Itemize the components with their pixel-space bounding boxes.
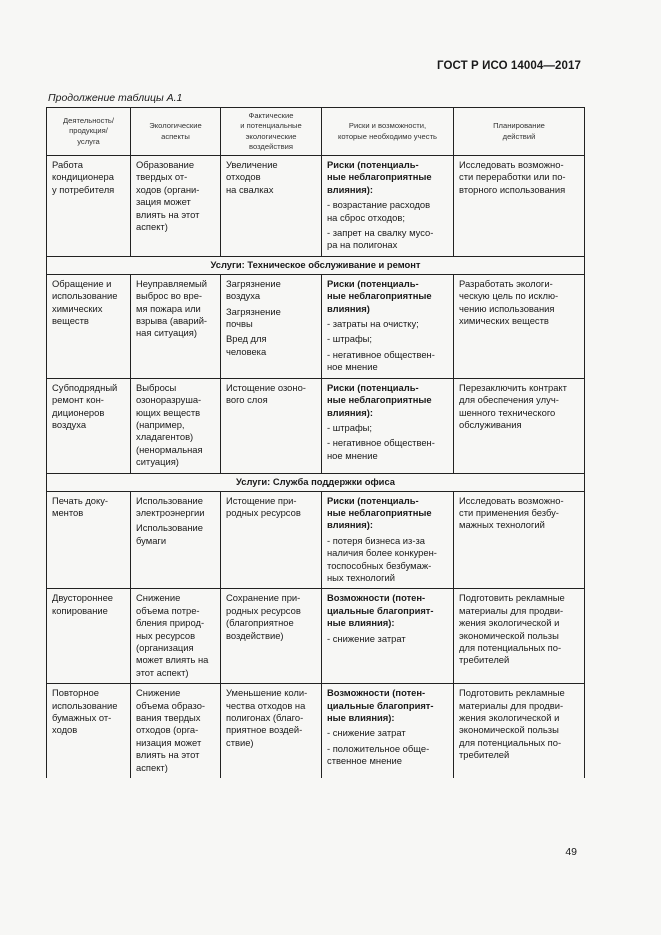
risk-title: Риски (потенциаль- ные неблагоприятные влияния): [327,494,432,531]
aspects-table [46,107,585,778]
cell-risks [322,589,454,684]
col-header-text: Планирование действий [493,121,545,141]
cell-aspect [131,684,221,778]
activity-text: Обращение и использование химических веществ [52,277,118,327]
group-heading [47,473,585,491]
activity-text: Работа кондиционера у потребителя [52,159,115,195]
risk-item: - снижение затрат [327,727,406,739]
cell-impacts [221,589,322,684]
table-row [47,589,585,684]
cell-plan [454,589,585,684]
plan-text: Подготовить рекламные материалы для продви- жения экологической и экономической пользы для потенциальных по- требителей [459,592,565,666]
standard-header: ГОСТ Р ИСО 14004—2017 [436,60,581,72]
col-header-text: Экологические аспекты [149,121,202,141]
cell-activity [47,156,131,257]
plan-text: Перезаключить контракт для обеспечения улуч- шенного технического обслуживания [459,381,567,430]
impact-text: Истощение озоно- вого слоя [226,381,306,406]
risk-title: Риски (потенциаль- ные неблагоприятные влияния): [327,381,432,418]
risk-item: - негативное обществен- ное мнение [327,437,435,461]
cell-activity [47,684,131,778]
impact-text: Загрязнение почвы [226,305,281,330]
risk-title: Риски (потенциаль- ные неблагоприятные влияния) [327,277,432,314]
group-heading [47,256,585,274]
aspect-text: Использование бумаги [136,522,203,546]
cell-aspect [131,589,221,684]
cell-risks [322,491,454,589]
impact-text: Истощение при- родных ресурсов [226,494,301,518]
cell-impacts [221,274,322,378]
impact-text: Вред для человека [226,333,267,357]
col-header-text: Риски и возможности, которые необходимо учесть [337,121,438,141]
cell-impacts [221,378,322,473]
cell-activity [47,491,131,589]
risk-title: Риски (потенциаль- ные неблагоприятные влияния): [327,159,432,195]
risk-title: Возможности (потен- циальные благоприят- ные влияния): [327,592,434,629]
aspect-text: Снижение объема потре- бления природ- ных ресурсов (организация может влиять на этот аспект) [136,592,209,678]
table-caption: Продолжение таблицы А.1 [48,92,183,104]
table-row [47,491,585,589]
aspect-text: Снижение объема образо- вания твердых отходов (орга- низация может влиять на этот аспект) [136,687,206,773]
group-heading-text: Услуги: Техническое обслуживание и ремонт [210,258,421,270]
cell-risks [322,684,454,778]
cell-plan [454,378,585,473]
group-row [47,256,585,274]
risk-title: Возможности (потен- циальные благоприят- ные влияния): [327,687,434,724]
cell-risks [322,274,454,378]
aspect-text: Выбросы озоноразруша- ющих веществ (например, хладагентов) (ненормальная ситуация) [136,381,203,468]
group-row [47,473,585,491]
cell-aspect [131,491,221,589]
risk-item: - возрастание расходов на сброс отходов; [327,199,431,223]
activity-text: Повторное использование бумажных от- ходов [52,687,118,736]
risk-item: - штрафы; [327,333,373,345]
cell-aspect [131,274,221,378]
risk-item: - запрет на свалку мусо- ра на полигонах [327,227,434,251]
impact-text: Уменьшение коли- чества отходов на полигонах (благо- приятное воздей- ствие) [226,687,308,748]
cell-risks [322,378,454,473]
activity-text: Печать доку- ментов [52,494,109,518]
impact-text: Сохранение при- родных ресурсов (благоприятное воздействие) [226,592,301,641]
plan-text: Разработать экологи- ческую цель по исклю- чению использования химических веществ [459,277,559,327]
col-header-activity [47,108,131,156]
col-header-planning [454,108,585,156]
risk-item: - штрафы; [327,421,373,433]
cell-impacts [221,491,322,589]
col-header-risks [322,108,454,156]
cell-impacts [221,684,322,778]
group-heading-text: Услуги: Служба поддержки офиса [235,475,395,487]
plan-text: Исследовать возможно- сти применения безбу- мажных технологий [459,494,564,531]
risk-item: - затраты на очистку; [327,318,419,330]
activity-text: Субподрядный ремонт кон- диционеров воздуха [52,381,118,430]
col-header-text: Деятельность/ продукция/ услуга [63,115,114,146]
cell-aspect [131,156,221,257]
table-header-row [47,108,585,156]
cell-activity [47,274,131,378]
impact-text: Загрязнение воздуха [226,277,281,302]
table-row [47,378,585,473]
aspect-text: Образование твердых от- ходов (органи- зация может влиять на этот аспект) [136,159,200,233]
table-body [47,156,585,779]
risk-item: - снижение затрат [327,632,406,644]
cell-plan [454,491,585,589]
plan-text: Подготовить рекламные материалы для продви- жения экологической и экономической пользы для потенциальных по- требителей [459,687,565,761]
cell-plan [454,684,585,778]
col-header-impacts [221,108,322,156]
risk-item: - положительное обще- ственное мнение [327,742,430,767]
activity-text: Двустороннее копирование [52,592,114,616]
page-number: 49 [565,846,577,858]
impact-text: Увеличение отходов на свалках [226,159,278,195]
table-row [47,274,585,378]
col-header-aspects [131,108,221,156]
cell-aspect [131,378,221,473]
risk-item: - негативное обществен- ное мнение [327,348,435,373]
aspect-text: Неуправляемый выброс во вре- мя пожара или взрыва (аварий- ная ситуация) [136,277,208,339]
cell-plan [454,274,585,378]
cell-activity [47,589,131,684]
table-row [47,684,585,778]
risk-item: - потеря бизнеса из-за наличия более конкурен- тоспособных безбумаж- ных технологий [327,534,437,583]
cell-impacts [221,156,322,257]
table-row [47,156,585,257]
col-header-text: Фактические и потенциальные экологические воздействия [240,110,302,151]
aspect-text: Использование электроэнергии [136,494,205,518]
cell-activity [47,378,131,473]
cell-risks [322,156,454,257]
plan-text: Исследовать возможно- сти переработки или по- вторного использования [459,159,566,195]
cell-plan [454,156,585,257]
